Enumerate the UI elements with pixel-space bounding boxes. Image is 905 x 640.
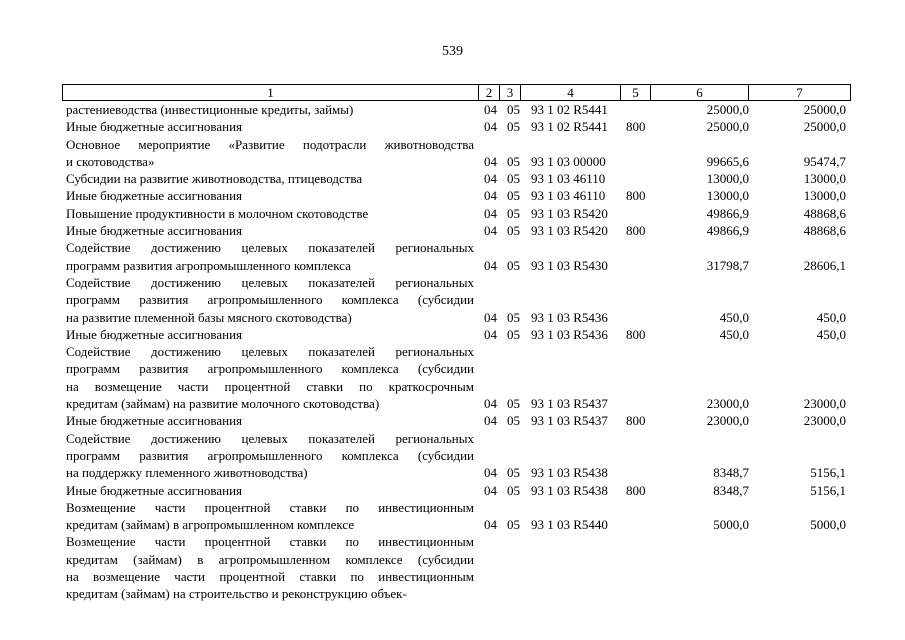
subsection-code: 05	[507, 517, 520, 533]
row-description-line: Повышение продуктивности в молочном скотоводстве	[66, 205, 369, 221]
amount-col-6: 8348,7	[713, 482, 749, 498]
row-description-line: Содействие достижению целевых показателей региональных	[66, 240, 474, 256]
row-description-line: Содействие достижению целевых показателей региональных	[66, 430, 474, 446]
section-code: 04	[484, 257, 497, 273]
row-description-line: Содействие достижению целевых показателей региональных	[66, 274, 474, 290]
table-row	[0, 430, 905, 482]
table-row	[0, 326, 905, 343]
row-description	[66, 326, 474, 343]
table-row	[0, 170, 905, 187]
row-description-line: Иные бюджетные ассигнования	[66, 326, 243, 342]
row-description-line: Иные бюджетные ассигнования	[66, 413, 243, 429]
amount-col-7: 23000,0	[803, 396, 846, 412]
row-description	[66, 412, 474, 429]
row-description-line: Иные бюджетные ассигнования	[66, 119, 243, 135]
row-description-line: Основное мероприятие «Развитие подотрасли животноводства	[66, 136, 474, 152]
row-description-line: на возмещение части процентной ставки по краткосрочным	[66, 378, 474, 394]
section-code: 04	[484, 205, 497, 221]
target-article-code: 93 1 03 R5437	[531, 396, 608, 412]
table-body	[0, 101, 905, 603]
subsection-code: 05	[507, 396, 520, 412]
section-code: 04	[484, 153, 497, 169]
row-description	[66, 274, 474, 326]
amount-col-6: 49866,9	[706, 223, 749, 239]
row-description	[66, 170, 474, 187]
amount-col-7: 25000,0	[803, 119, 846, 135]
amount-col-7: 5156,1	[810, 482, 846, 498]
table-row	[0, 412, 905, 429]
row-description-line: программ развития агропромышленного комплекса	[66, 257, 351, 273]
row-description-line: на поддержку племенного животноводства)	[66, 465, 308, 481]
table-row	[0, 499, 905, 534]
section-code: 04	[484, 309, 497, 325]
row-description	[66, 482, 474, 499]
row-description-line: кредитам (займам) на развитие молочного скотоводства)	[66, 396, 380, 412]
target-article-code: 93 1 03 R5440	[531, 517, 608, 533]
amount-col-7: 28606,1	[803, 257, 846, 273]
amount-col-6: 99665,6	[706, 153, 749, 169]
amount-col-7: 25000,0	[803, 102, 846, 117]
target-article-code: 93 1 03 00000	[531, 153, 606, 169]
amount-col-6: 31798,7	[706, 257, 749, 273]
amount-col-6: 25000,0	[706, 119, 749, 135]
row-description-line: кредитам (займам) на строительство и реконструкцию объек-	[66, 586, 407, 602]
row-description-line: Иные бюджетные ассигнования	[66, 188, 243, 204]
row-description-line: Возмещение части процентной ставки по инвестиционным	[66, 534, 474, 550]
subsection-code: 05	[507, 413, 520, 429]
expense-type-code: 800	[626, 188, 646, 204]
subsection-code: 05	[507, 102, 520, 117]
target-article-code: 93 1 03 46110	[531, 171, 606, 187]
subsection-code: 05	[507, 153, 520, 169]
target-article-code: 93 1 03 R5438	[531, 465, 608, 481]
table-row	[0, 101, 905, 118]
header-col-7: 7	[796, 85, 803, 100]
target-article-code: 93 1 03 R5437	[531, 413, 608, 429]
row-description-line: программ развития агропромышленного комплекса (субсидии	[66, 292, 474, 308]
target-article-code: 93 1 03 46110	[531, 188, 606, 204]
amount-col-7: 5156,1	[810, 465, 846, 481]
amount-col-6: 49866,9	[706, 205, 749, 221]
section-code: 04	[484, 171, 497, 187]
amount-col-6: 23000,0	[706, 396, 749, 412]
row-description	[66, 136, 474, 171]
section-code: 04	[484, 413, 497, 429]
target-article-code: 93 1 02 R5441	[531, 102, 608, 117]
amount-col-6: 25000,0	[706, 102, 749, 117]
row-description-line: Иные бюджетные ассигнования	[66, 482, 243, 498]
table-row	[0, 533, 905, 602]
subsection-code: 05	[507, 171, 520, 187]
subsection-code: 05	[507, 257, 520, 273]
row-description	[66, 187, 474, 204]
amount-col-6: 23000,0	[706, 413, 749, 429]
header-col-1: 1	[63, 85, 479, 100]
amount-col-7: 5000,0	[810, 517, 846, 533]
header-col-6: 6	[651, 85, 749, 100]
row-description	[66, 101, 474, 118]
amount-col-7: 23000,0	[803, 413, 846, 429]
expense-type-code: 800	[626, 413, 646, 429]
row-description-line: кредитам (займам) в агропромышленном комплексе (субсидии	[66, 551, 474, 567]
row-description	[66, 430, 474, 482]
target-article-code: 93 1 03 R5430	[531, 257, 608, 273]
target-article-code: 93 1 03 R5420	[531, 223, 608, 239]
section-code: 04	[484, 188, 497, 204]
subsection-code: 05	[507, 223, 520, 239]
expense-type-code: 800	[626, 482, 646, 498]
section-code: 04	[484, 465, 497, 481]
row-description-line: Субсидии на развитие животноводства, птицеводства	[66, 171, 363, 187]
table-row	[0, 239, 905, 274]
row-description-line: растениеводства (инвестиционные кредиты, займы)	[66, 102, 354, 117]
header-col-2: 2	[479, 85, 500, 100]
row-description-line: на развитие племенной базы мясного скотоводства)	[66, 309, 352, 325]
table-header	[62, 84, 851, 101]
section-code: 04	[484, 326, 497, 342]
amount-col-6: 450,0	[719, 326, 749, 342]
subsection-code: 05	[507, 205, 520, 221]
row-description	[66, 118, 474, 135]
row-description-line: программ развития агропромышленного комплекса (субсидии	[66, 361, 474, 377]
target-article-code: 93 1 02 R5441	[531, 119, 608, 135]
section-code: 04	[484, 119, 497, 135]
subsection-code: 05	[507, 482, 520, 498]
row-description	[66, 205, 474, 222]
subsection-code: 05	[507, 309, 520, 325]
amount-col-7: 48868,6	[803, 205, 846, 221]
row-description-line: Возмещение части процентной ставки по инвестиционным	[66, 499, 474, 515]
table-row	[0, 482, 905, 499]
table-row	[0, 274, 905, 326]
row-description-line: и скотоводства»	[66, 153, 155, 169]
subsection-code: 05	[507, 326, 520, 342]
table-row	[0, 343, 905, 412]
amount-col-6: 13000,0	[706, 188, 749, 204]
section-code: 04	[484, 396, 497, 412]
row-description	[66, 239, 474, 274]
subsection-code: 05	[507, 188, 520, 204]
table-row	[0, 222, 905, 239]
amount-col-7: 13000,0	[803, 188, 846, 204]
target-article-code: 93 1 03 R5436	[531, 326, 608, 342]
row-description	[66, 499, 474, 534]
amount-col-7: 450,0	[816, 309, 846, 325]
row-description-line: программ развития агропромышленного комплекса (субсидии	[66, 447, 474, 463]
expense-type-code: 800	[626, 326, 646, 342]
section-code: 04	[484, 517, 497, 533]
row-description-line: Иные бюджетные ассигнования	[66, 223, 243, 239]
row-description	[66, 343, 474, 412]
header-col-4: 4	[521, 85, 621, 100]
row-description-line: на возмещение части процентной ставки по инвестиционным	[66, 569, 474, 585]
amount-col-6: 13000,0	[706, 171, 749, 187]
page-number: 539	[442, 44, 463, 59]
section-code: 04	[484, 482, 497, 498]
header-col-3: 3	[500, 85, 521, 100]
amount-col-7: 450,0	[816, 326, 846, 342]
table-row	[0, 205, 905, 222]
row-description	[66, 222, 474, 239]
amount-col-6: 450,0	[719, 309, 749, 325]
header-col-5: 5	[621, 85, 651, 100]
section-code: 04	[484, 102, 497, 117]
target-article-code: 93 1 03 R5438	[531, 482, 608, 498]
subsection-code: 05	[507, 465, 520, 481]
section-code: 04	[484, 223, 497, 239]
row-description	[66, 533, 474, 602]
amount-col-6: 5000,0	[713, 517, 749, 533]
target-article-code: 93 1 03 R5436	[531, 309, 608, 325]
expense-type-code: 800	[626, 223, 646, 239]
expense-type-code: 800	[626, 119, 646, 135]
table-row	[0, 187, 905, 204]
row-description-line: кредитам (займам) в агропромышленном комплексе	[66, 517, 355, 533]
table-row	[0, 118, 905, 135]
amount-col-7: 95474,7	[803, 153, 846, 169]
amount-col-7: 13000,0	[803, 171, 846, 187]
amount-col-7: 48868,6	[803, 223, 846, 239]
amount-col-6: 8348,7	[713, 465, 749, 481]
row-description-line: Содействие достижению целевых показателей региональных	[66, 344, 474, 360]
target-article-code: 93 1 03 R5420	[531, 205, 608, 221]
table-row	[0, 136, 905, 171]
subsection-code: 05	[507, 119, 520, 135]
